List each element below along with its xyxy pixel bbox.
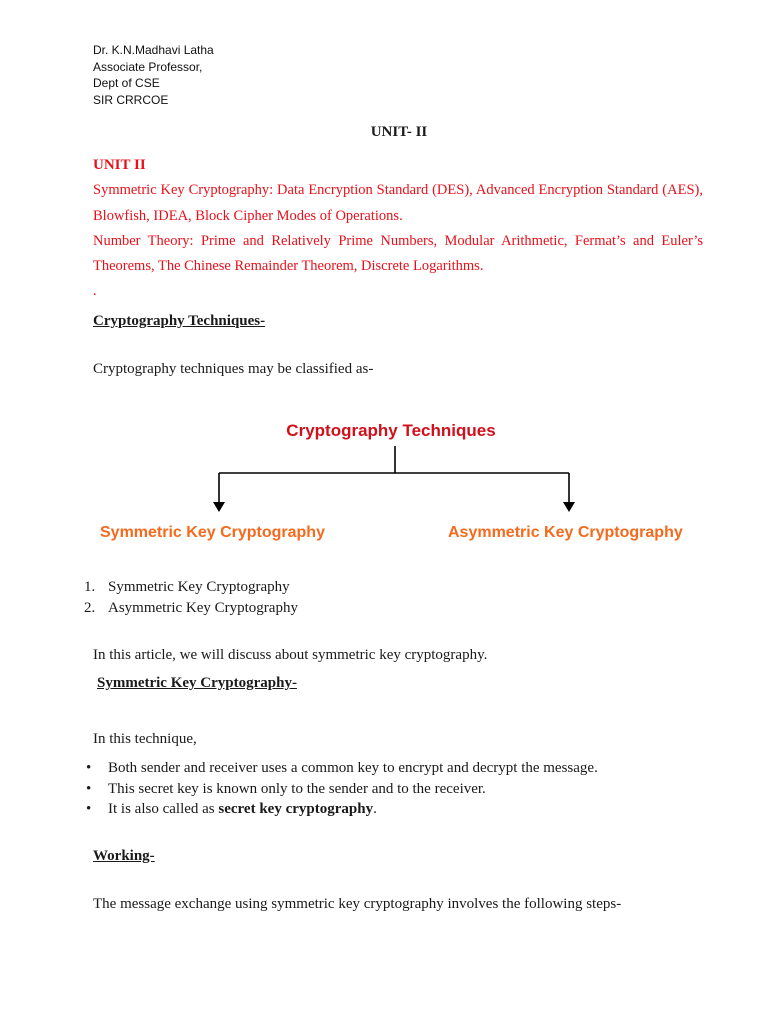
diagram-root-label: Cryptography Techniques: [286, 421, 496, 440]
working-heading: Working-: [93, 848, 155, 864]
crypto-techniques-heading: Cryptography Techniques-: [93, 313, 266, 329]
numbered-list: [84, 577, 298, 618]
bullet-marker: •: [86, 780, 92, 797]
diagram-left-label: Symmetric Key Cryptography: [100, 524, 325, 541]
bullet-text-bold: secret key cryptography: [218, 801, 374, 817]
article-intro: In this article, we will discuss about symmetric key cryptography.: [93, 647, 488, 663]
classified-intro: Cryptography techniques may be classified as-: [93, 361, 374, 377]
symmetric-key-heading: Symmetric Key Cryptography-: [97, 675, 297, 691]
author-college: SIR CRRCOE: [93, 92, 169, 107]
list-text: Symmetric Key Cryptography: [108, 579, 290, 595]
author-title: Associate Professor,: [93, 59, 203, 74]
bullet-text-suffix: .: [373, 801, 377, 817]
bullet-text: This secret key is known only to the sender and to the receiver.: [108, 780, 486, 797]
bullet-list: [86, 758, 598, 820]
syllabus-unit-label: UNIT II: [93, 157, 146, 173]
list-item: [86, 799, 598, 820]
author-dept: Dept of CSE: [93, 76, 160, 90]
author-block: [93, 42, 214, 108]
list-item: [84, 598, 298, 619]
technique-intro: In this technique,: [93, 731, 197, 747]
list-text: Asymmetric Key Cryptography: [108, 599, 298, 616]
unit-heading: UNIT- II: [370, 124, 428, 140]
list-item: [84, 577, 298, 598]
working-intro: The message exchange using symmetric key cryptography involves the following steps-: [93, 896, 622, 912]
crypto-techniques-diagram: [93, 410, 713, 550]
diagram-connector-lines: [219, 446, 569, 504]
syllabus-number-theory-topics: Number Theory: Prime and Relatively Prime Numbers, Modular Arithmetic, Fermat’s and Euler’s Theorems, The Chinese Remainder Theorem, Discrete Logarithms.: [93, 232, 703, 275]
list-number: 1.: [84, 579, 96, 595]
syllabus-block: [93, 153, 703, 305]
author-name: Dr. K.N.Madhavi Latha: [93, 43, 214, 57]
diagram-arrow-right: [563, 502, 575, 512]
syllabus-dot: .: [93, 283, 97, 300]
diagram-right-label: Asymmetric Key Cryptography: [448, 524, 683, 541]
bullet-marker: •: [86, 760, 92, 776]
bullet-marker: •: [86, 801, 92, 817]
bullet-text-prefix: It is also called as: [108, 801, 219, 817]
bullet-text: Both sender and receiver uses a common key to encrypt and decrypt the message.: [108, 760, 598, 776]
diagram-arrow-left: [213, 502, 225, 512]
syllabus-symmetric-topics: Symmetric Key Cryptography: Data Encryption Standard (DES), Advanced Encryption Standard (AES), Blowfish, IDEA, Block Cipher Modes of Operations.: [93, 182, 703, 224]
list-item: [86, 758, 598, 779]
list-item: [86, 779, 598, 800]
list-number: 2.: [84, 599, 96, 616]
